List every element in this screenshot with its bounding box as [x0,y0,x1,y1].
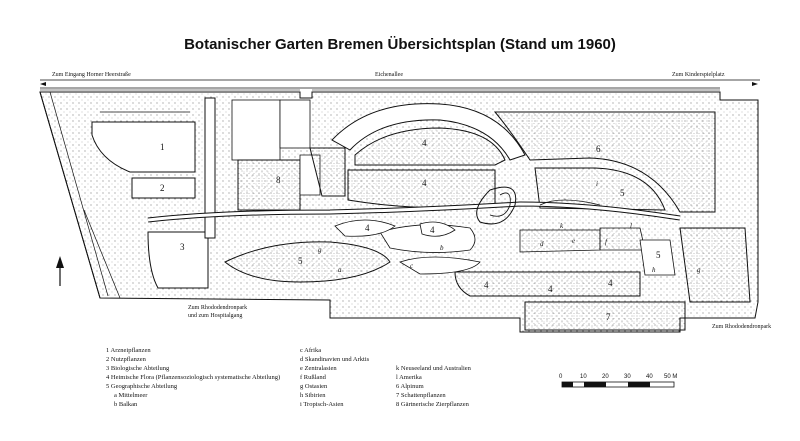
street-label-eichenallee: Eichenallee [375,72,403,78]
street-label-rhododendron-left-1: Zum Rhododendronpark [188,305,248,311]
area-number-2: 2 [160,183,165,193]
area-number-4-g: 4 [608,278,613,288]
legend-item: b Balkan [114,401,138,408]
legend-column-1 [106,346,280,409]
legend-item: d Skandinavien und Arktis [300,356,370,363]
legend-item: c Afrika [300,347,322,354]
street-label-horner: Zum Eingang Horner Heerstraße [52,72,131,78]
area-number-5-c: 5 [656,250,661,260]
street-label-rhododendron-left-2: und zum Hospitalgang [188,313,243,319]
street-label-kinderspielplatz: Zum Kinderspielplatz [672,72,725,78]
north-arrow-icon [56,256,64,286]
area-number-1: 1 [160,142,165,152]
legend-item: 4 Heimische Flora (Pflanzensoziologisch systematische Abteilung) [106,374,281,381]
sub-area-d: d [540,240,544,248]
scale-tick-10: 10 [580,374,587,380]
legend-item: f Rußland [300,374,326,381]
sub-area-e: e [572,237,576,245]
top-street [40,80,760,90]
scale-tick-30: 30 [624,374,631,380]
sub-area-g: g [318,246,322,254]
area-number-5-b: 5 [620,188,625,198]
sub-area-c: c [410,262,414,270]
map-title: Botanischer Garten Bremen Übersichtsplan (Stand um 1960) [184,36,616,53]
area-number-4-c: 4 [365,223,370,233]
scale-tick-0: 0 [559,374,563,380]
area-number-4-f: 4 [548,284,553,294]
sub-area-k: k [560,222,564,230]
scale-tick-40: 40 [646,374,653,380]
sub-area-g-right: g [697,266,701,274]
area-number-4-b: 4 [422,178,427,188]
legend-item: a Mittelmeer [114,392,148,399]
legend-item: 6 Alpinum [396,383,424,390]
legend-item: l Amerika [396,374,422,381]
legend-column-3 [396,364,471,409]
legend-item: 7 Schattenpflanzen [396,392,446,399]
scale-tick-50: 50 M [664,374,678,380]
legend-item: i Tropisch-Asien [300,401,344,408]
legend-item: h Sibirien [300,392,326,399]
sub-area-b: b [440,244,444,252]
sub-area-h: h [652,266,656,274]
area-number-8: 8 [276,175,281,185]
area-number-3: 3 [180,242,185,252]
scale-bar [559,374,677,387]
legend-column-2 [300,346,369,409]
legend-item: 2 Nutzpflanzen [106,356,146,363]
area-number-4-e: 4 [484,280,489,290]
area-number-7: 7 [606,312,611,322]
legend-item: e Zentralasien [300,365,337,372]
area-number-4-a: 4 [422,138,427,148]
legend-item: 1 Arzneipflanzen [106,347,151,354]
area-number-6: 6 [596,144,601,154]
legend-item: 5 Geographische Abteilung [106,383,178,390]
sub-area-i: i [596,180,598,188]
legend-item: 8 Gärtnerische Zierpflanzen [396,401,469,408]
sub-area-f: f [605,238,607,246]
sub-area-a: a [338,266,342,274]
bed-3 [148,232,208,288]
legend-item: 3 Biologische Abteilung [106,365,170,372]
legend-item: g Ostasien [300,383,328,390]
sub-area-l: l [630,222,632,230]
street-label-rhododendron-right: Zum Rhododendronpark [712,324,772,330]
area-number-4-d: 4 [430,225,435,235]
area-number-5-a: 5 [298,256,303,266]
legend-item: k Neuseeland und Australien [396,365,471,372]
scale-tick-20: 20 [602,374,609,380]
